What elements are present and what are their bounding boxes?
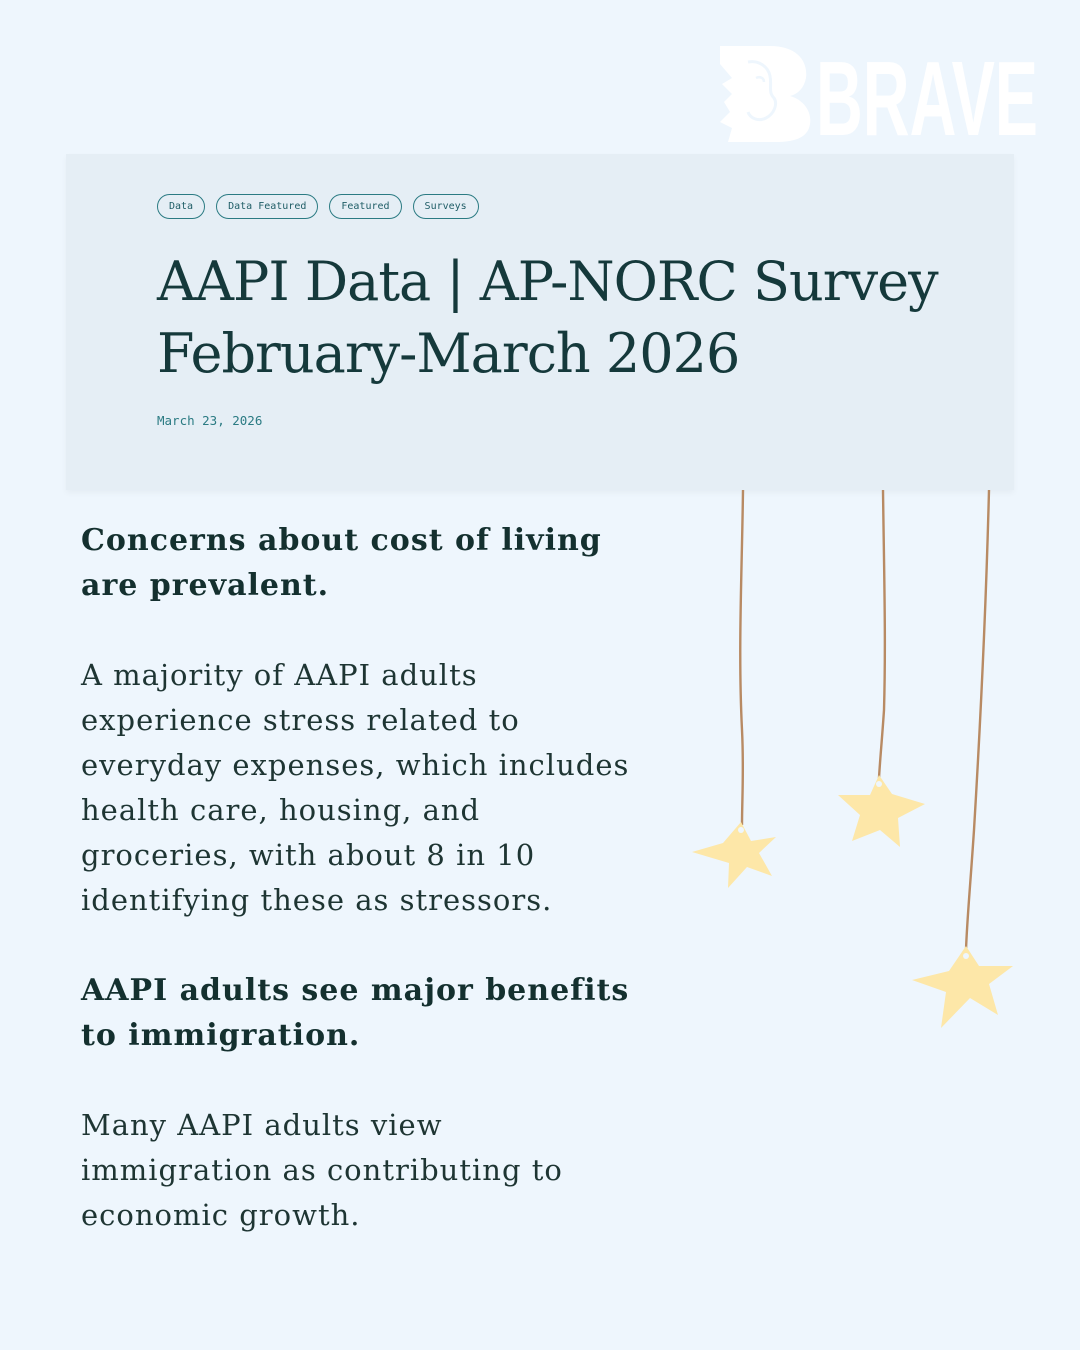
star-string <box>740 490 743 825</box>
spacer <box>81 1058 681 1103</box>
body-line: experience stress related to <box>81 703 520 737</box>
section-body-immigration <box>81 1103 681 1238</box>
heading-line: Concerns about cost of living <box>81 523 602 558</box>
hanging-stars-decoration <box>680 490 1080 1050</box>
article-title-line: February-March 2026 <box>157 322 740 385</box>
section-heading-cost-of-living <box>81 518 681 608</box>
star-hole <box>738 827 744 833</box>
section-body-cost-of-living <box>81 653 681 923</box>
article-date: March 23, 2026 <box>157 413 263 428</box>
tag-list <box>157 194 479 219</box>
star-string <box>879 490 885 778</box>
body-line: health care, housing, and <box>81 793 481 827</box>
star-hole <box>963 953 969 959</box>
brave-logo <box>718 42 1040 142</box>
body-line: groceries, with about 8 in 10 <box>81 838 536 872</box>
tag-data-featured[interactable]: Data Featured <box>216 194 318 219</box>
brand-text: BRAVE <box>816 42 1038 142</box>
heading-line: are prevalent. <box>81 568 330 603</box>
star-icon <box>912 946 1013 1028</box>
article-header-card <box>66 154 1014 490</box>
star-string <box>966 490 989 950</box>
article-title-line: AAPI Data | AP-NORC Survey <box>157 250 938 313</box>
star-icon <box>838 775 925 847</box>
article-title <box>157 246 977 390</box>
heading-line: AAPI adults see major benefits <box>81 973 630 1008</box>
tag-featured[interactable]: Featured <box>329 194 401 219</box>
tag-data[interactable]: Data <box>157 194 205 219</box>
body-line: Many AAPI adults view <box>81 1108 443 1142</box>
body-line: everyday expenses, which includes <box>81 748 630 782</box>
spacer <box>81 608 681 653</box>
body-line: immigration as contributing to <box>81 1153 563 1187</box>
star-icon <box>692 822 776 888</box>
body-line: A majority of AAPI adults <box>81 658 478 692</box>
section-heading-immigration <box>81 968 681 1058</box>
content-body <box>81 518 681 1238</box>
body-line: economic growth. <box>81 1198 361 1232</box>
body-line: identifying these as stressors. <box>81 883 553 917</box>
star-hole <box>876 781 882 787</box>
tag-surveys[interactable]: Surveys <box>413 194 479 219</box>
spacer <box>81 923 681 968</box>
brave-logo-icon <box>718 42 1040 142</box>
heading-line: to immigration. <box>81 1018 361 1053</box>
